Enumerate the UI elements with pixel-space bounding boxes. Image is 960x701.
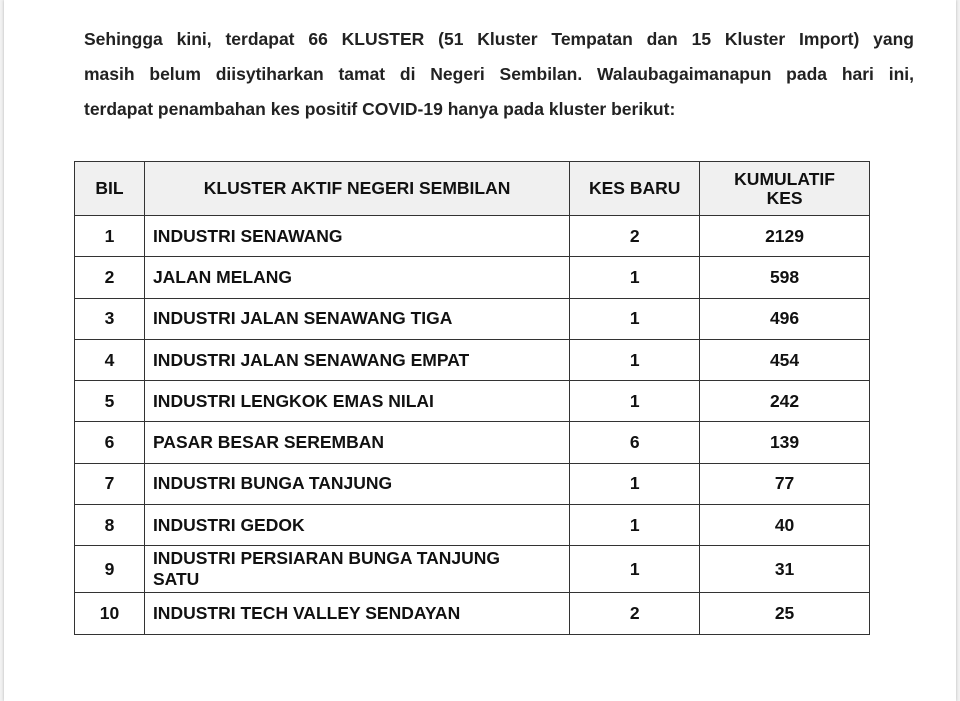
- cell-kes-baru: 1: [570, 381, 700, 422]
- table-row: [75, 257, 870, 298]
- cell-kes-baru: 1: [570, 257, 700, 298]
- cell-bil: 1: [75, 216, 145, 257]
- header-bil: BIL: [75, 162, 145, 216]
- cell-cluster-name: JALAN MELANG: [144, 257, 569, 298]
- table-row: [75, 298, 870, 339]
- table-row: [75, 505, 870, 546]
- cell-cluster-name: INDUSTRI GEDOK: [144, 505, 569, 546]
- cell-kumulatif: 31: [700, 546, 870, 593]
- document-page: [4, 0, 956, 701]
- table-row: [75, 546, 870, 593]
- cell-kes-baru: 1: [570, 505, 700, 546]
- header-kluster: KLUSTER AKTIF NEGERI SEMBILAN: [144, 162, 569, 216]
- cell-bil: 7: [75, 463, 145, 504]
- cell-bil: 6: [75, 422, 145, 463]
- cluster-table: [74, 161, 870, 635]
- cell-bil: 5: [75, 381, 145, 422]
- intro-line-3: terdapat penambahan kes positif COVID-19 hanya pada kluster berikut:: [84, 99, 676, 119]
- header-kumulatif-line1: KUMULATIF: [734, 168, 835, 189]
- cell-kumulatif: 40: [700, 505, 870, 546]
- table-row: [75, 216, 870, 257]
- table-header-row: [75, 162, 870, 216]
- cell-bil: 4: [75, 339, 145, 380]
- cell-kumulatif: 454: [700, 339, 870, 380]
- cell-kes-baru: 1: [570, 546, 700, 593]
- cell-cluster-name: INDUSTRI TECH VALLEY SENDAYAN: [144, 593, 569, 634]
- cell-kumulatif: 2129: [700, 216, 870, 257]
- table-row: [75, 339, 870, 380]
- intro-paragraph: [84, 22, 914, 127]
- cell-kumulatif: 598: [700, 257, 870, 298]
- cell-kes-baru: 1: [570, 298, 700, 339]
- table-row: [75, 381, 870, 422]
- header-kumulatif: [700, 162, 870, 216]
- header-kes-baru: KES BARU: [570, 162, 700, 216]
- cell-kumulatif: 496: [700, 298, 870, 339]
- cell-kes-baru: 6: [570, 422, 700, 463]
- cell-kumulatif: 25: [700, 593, 870, 634]
- cell-bil: 9: [75, 546, 145, 593]
- cell-cluster-name: INDUSTRI SENAWANG: [144, 216, 569, 257]
- cell-kumulatif: 242: [700, 381, 870, 422]
- cell-kes-baru: 1: [570, 463, 700, 504]
- cell-kumulatif: 77: [700, 463, 870, 504]
- intro-line-1: Sehingga kini, terdapat 66 KLUSTER (51 Kluster Tempatan dan 15 Kluster Import) yang: [84, 29, 914, 49]
- cell-cluster-name: INDUSTRI BUNGA TANJUNG: [144, 463, 569, 504]
- cell-bil: 10: [75, 593, 145, 634]
- cell-cluster-name: INDUSTRI JALAN SENAWANG EMPAT: [144, 339, 569, 380]
- cell-bil: 3: [75, 298, 145, 339]
- header-kumulatif-line2: KES: [766, 187, 803, 208]
- table-row: [75, 593, 870, 634]
- table-row: [75, 422, 870, 463]
- cell-kes-baru: 2: [570, 593, 700, 634]
- cell-cluster-name: [144, 546, 569, 593]
- cell-cluster-name: PASAR BESAR SEREMBAN: [144, 422, 569, 463]
- cell-bil: 8: [75, 505, 145, 546]
- cell-cluster-name-line2: SATU: [152, 569, 200, 590]
- cell-cluster-name: INDUSTRI LENGKOK EMAS NILAI: [144, 381, 569, 422]
- cell-kumulatif: 139: [700, 422, 870, 463]
- intro-line-2: masih belum diisytiharkan tamat di Negeri Sembilan. Walaubagaimanapun pada hari ini,: [84, 64, 914, 84]
- cell-kes-baru: 1: [570, 339, 700, 380]
- cell-bil: 2: [75, 257, 145, 298]
- cell-cluster-name: INDUSTRI JALAN SENAWANG TIGA: [144, 298, 569, 339]
- cell-cluster-name-line1: INDUSTRI PERSIARAN BUNGA TANJUNG: [152, 548, 501, 569]
- cell-kes-baru: 2: [570, 216, 700, 257]
- table-row: [75, 463, 870, 504]
